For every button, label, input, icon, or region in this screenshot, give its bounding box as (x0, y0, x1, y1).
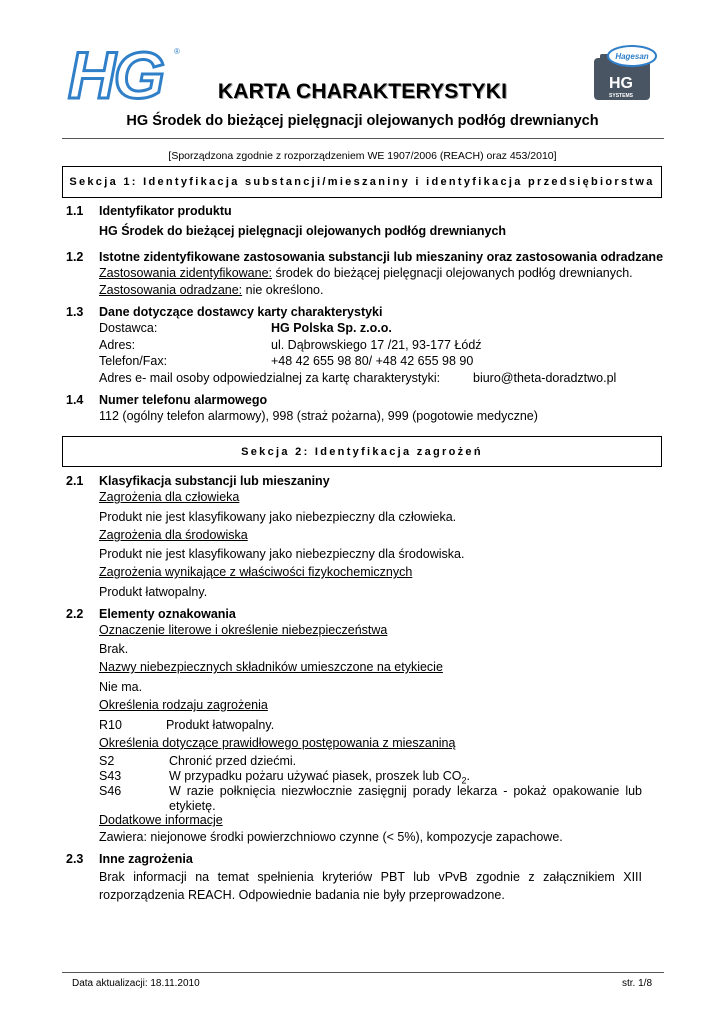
identified-uses (99, 266, 633, 281)
section-1-title: Sekcja 1: Identyfikacja substancji/mieszaniny i identyfikacja przedsiębiorstwa (69, 176, 655, 188)
label-components-label: Nazwy niebezpiecznych składników umieszczone na etykiecie (99, 660, 443, 674)
subsection-heading: Istotne zidentyfikowane zastosowania substancji lub mieszaniny oraz zastosowania odradzane (99, 250, 664, 264)
subsection-heading: Identyfikator produktu (99, 204, 232, 218)
email-label: Adres e- mail osoby odpowiedzialnej za kartę charakterystyki: (99, 371, 441, 385)
phone-label: Telefon/Fax: (99, 354, 168, 368)
product-identifier: HG Środek do bieżącej pielęgnacji olejowanych podłóg drewnianych (99, 224, 507, 238)
document-subtitle: HG Środek do bieżącej pielęgnacji olejowanych podłóg drewnianych (126, 113, 599, 129)
safety-phrase-main: W przypadku pożaru używać piasek, proszek lub CO (169, 769, 462, 783)
human-hazards-value: Produkt nie jest klasyfikowany jako niebezpieczny dla człowieka. (99, 510, 457, 524)
risk-phrases-label: Określenia rodzaju zagrożenia (99, 698, 268, 712)
safety-phrase-code: S46 (99, 784, 122, 798)
badge-hg-text: HG (609, 75, 633, 92)
subsection-heading: Dane dotyczące dostawcy karty charakterystyki (99, 305, 383, 319)
subsection-number: 1.1 (66, 204, 84, 218)
hazard-symbol-value: Brak. (99, 642, 129, 656)
hagesan-brand-text: Hagesan (615, 52, 649, 61)
subsection-number: 1.4 (66, 393, 84, 407)
footer-divider (62, 972, 664, 973)
environment-hazards-label: Zagrożenia dla środowiska (99, 528, 248, 542)
label-components-value: Nie ma. (99, 680, 143, 694)
section-1-header (62, 166, 662, 198)
header-divider (62, 138, 664, 139)
address-value: ul. Dąbrowskiego 17 /21, 93-177 Łódź (271, 338, 482, 352)
hagesan-badge-logo (590, 44, 662, 102)
risk-phrase-text: Produkt łatwopalny. (166, 718, 275, 732)
environment-hazards-value: Produkt nie jest klasyfikowany jako niebezpieczny dla środowiska. (99, 547, 465, 561)
email-value: biuro@theta-doradztwo.pl (473, 371, 617, 385)
page-number: str. 1/8 (622, 978, 653, 989)
emergency-phone-value: 112 (ogólny telefon alarmowy), 998 (straż pożarna), 999 (pogotowie medyczne) (99, 409, 538, 423)
document-title: KARTA CHARAKTERYSTYKI (217, 80, 508, 103)
advised-against-label: Zastosowania odradzane: (99, 283, 243, 297)
subsection-heading: Elementy oznakowania (99, 607, 236, 621)
subsection-number: 2.3 (66, 852, 84, 866)
hazard-symbol-label: Oznaczenie literowe i określenie niebezpieczeństwa (99, 623, 388, 637)
identified-uses-label: Zastosowania zidentyfikowane: (99, 266, 273, 280)
physchem-hazards-label: Zagrożenia wynikające z właściwości fizykochemicznych (99, 565, 413, 579)
subsection-heading: Klasyfikacja substancji lub mieszaniny (99, 474, 330, 488)
safety-phrase-code: S2 (99, 754, 115, 768)
safety-phrases-label: Określenia dotyczące prawidłowego postępowania z mieszaniną (99, 736, 456, 750)
subsection-number: 2.1 (66, 474, 84, 488)
advised-against-value: nie określono. (242, 283, 324, 297)
safety-phrase-end: . (466, 769, 470, 783)
advised-against-uses (99, 283, 323, 298)
additional-info-label: Dodatkowe informacje (99, 813, 223, 827)
subsection-number: 2.2 (66, 607, 84, 621)
section-2-header (62, 436, 662, 467)
subsection-heading: Inne zagrożenia (99, 852, 193, 866)
physchem-hazards-value: Produkt łatwopalny. (99, 585, 208, 599)
human-hazards-label: Zagrożenia dla człowieka (99, 490, 240, 504)
safety-phrase-subscript: 2 (461, 775, 467, 786)
safety-phrase-text: Chronić przed dziećmi. (169, 754, 297, 768)
supplier-label: Dostawca: (99, 321, 158, 335)
phone-value: +48 42 655 98 80/ +48 42 655 98 90 (271, 354, 474, 368)
badge-systems-text: SYSTEMS (609, 93, 633, 99)
section-2-title: Sekcja 2: Identyfikacja zagrożeń (241, 445, 483, 458)
identified-uses-value: środek do bieżącej pielęgnacji olejowanych podłóg drewnianych. (272, 266, 633, 280)
registered-mark-icon: ® (174, 47, 180, 56)
supplier-value: HG Polska Sp. z.o.o. (271, 321, 392, 335)
subsection-heading: Numer telefonu alarmowego (99, 393, 268, 407)
subsection-number: 1.3 (66, 305, 84, 319)
risk-phrase-code: R10 (99, 718, 122, 732)
address-label: Adres: (99, 338, 136, 352)
other-hazards-value: Brak informacji na temat spełnienia kryteriów PBT lub vPvB zgodnie z załącznikiem XIII rozporządzenia REACH. Odpowiednie badania nie były przeprowadzone. (99, 870, 642, 902)
safety-phrase-code: S43 (99, 769, 122, 783)
regulation-note: [Sporządzona zgodnie z rozporządzeniem WE 1907/2006 (REACH) oraz 453/2010] (168, 150, 557, 162)
update-date: Data aktualizacji: 18.11.2010 (72, 978, 200, 989)
safety-phrase-text: W razie połknięcia niezwłocznie zasięgnij porady lekarza - pokaż opakowanie lub etykietę. (169, 784, 642, 813)
additional-info-value: Zawiera: niejonowe środki powierzchniowo czynne (< 5%), kompozycje zapachowe. (99, 830, 563, 844)
subsection-number: 1.2 (66, 250, 84, 264)
hg-logo-text: HG (68, 42, 163, 104)
